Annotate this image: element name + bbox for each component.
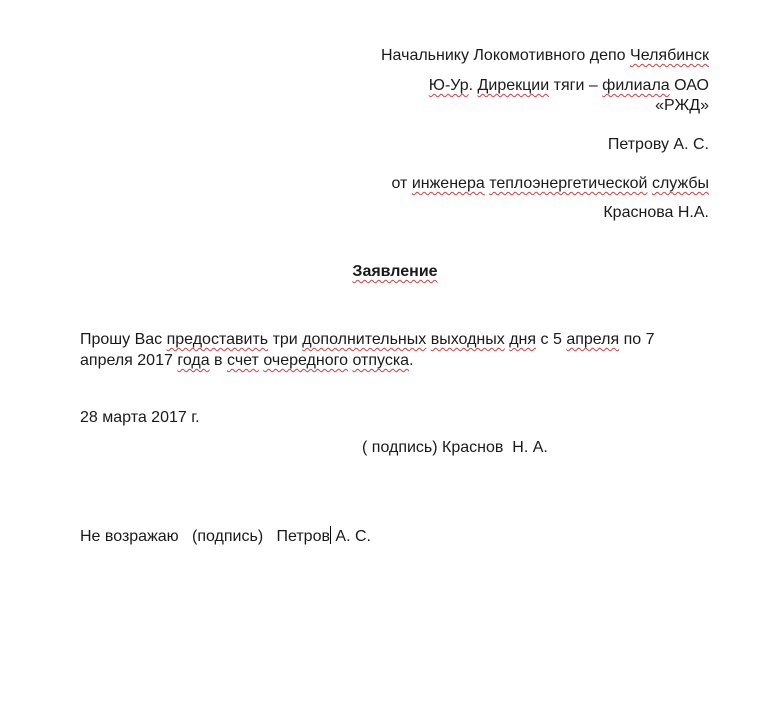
word-misspelled: очередного <box>263 352 348 369</box>
word: тяги – <box>553 77 598 94</box>
word: в <box>214 352 223 369</box>
word: три <box>272 331 298 348</box>
word-misspelled: выходных <box>430 331 505 348</box>
word-misspelled: теплоэнергетической <box>489 175 648 192</box>
word-misspelled: счет <box>227 352 259 369</box>
word: Прошу Вас <box>80 331 163 348</box>
applicant-signature: ( подпись) Краснов Н. А. <box>362 439 548 456</box>
punctuation: . <box>468 77 474 94</box>
word-misspelled: предоставить <box>166 331 269 348</box>
word-misspelled: дня <box>509 331 537 348</box>
word-misspelled: Ю-Ур <box>428 77 469 94</box>
word: от <box>391 175 408 192</box>
header-addressee: Петрову А. С. <box>607 136 709 153</box>
word: «РЖД» <box>655 97 709 114</box>
header-directorate-line <box>429 76 709 96</box>
body-line-2 <box>80 351 414 371</box>
word-misspelled: года <box>177 352 210 369</box>
header-from-line <box>392 174 710 194</box>
word: с 5 <box>540 331 562 348</box>
header-recipient-line <box>381 46 709 66</box>
word-misspelled: Челябинск <box>630 47 709 64</box>
word: апреля 2017 <box>80 352 173 369</box>
word: депо <box>589 47 626 64</box>
header-applicant: Краснова Н.А. <box>603 204 709 221</box>
word: ОАО <box>674 77 709 94</box>
approval-line[interactable]: Не возражаю (подпись) Петров А. С. <box>80 528 371 545</box>
header-company-line <box>655 96 709 116</box>
body-line-1 <box>80 330 655 350</box>
punctuation: . <box>409 352 414 369</box>
word-misspelled: инженера <box>411 175 485 192</box>
word-misspelled: Дирекции <box>477 77 550 94</box>
word-misspelled: отпуска <box>352 352 410 369</box>
document-date: 28 марта 2017 г. <box>80 409 200 426</box>
document-title: Заявление <box>352 263 438 280</box>
word-misspelled: дополнительных <box>302 331 427 348</box>
word: по 7 <box>623 331 655 348</box>
word: Локомотивного <box>473 47 586 64</box>
word: Начальнику <box>381 47 469 64</box>
word-misspelled: филиала <box>602 77 670 94</box>
word-misspelled: службы <box>651 175 709 192</box>
word-misspelled: апреля <box>566 331 620 348</box>
